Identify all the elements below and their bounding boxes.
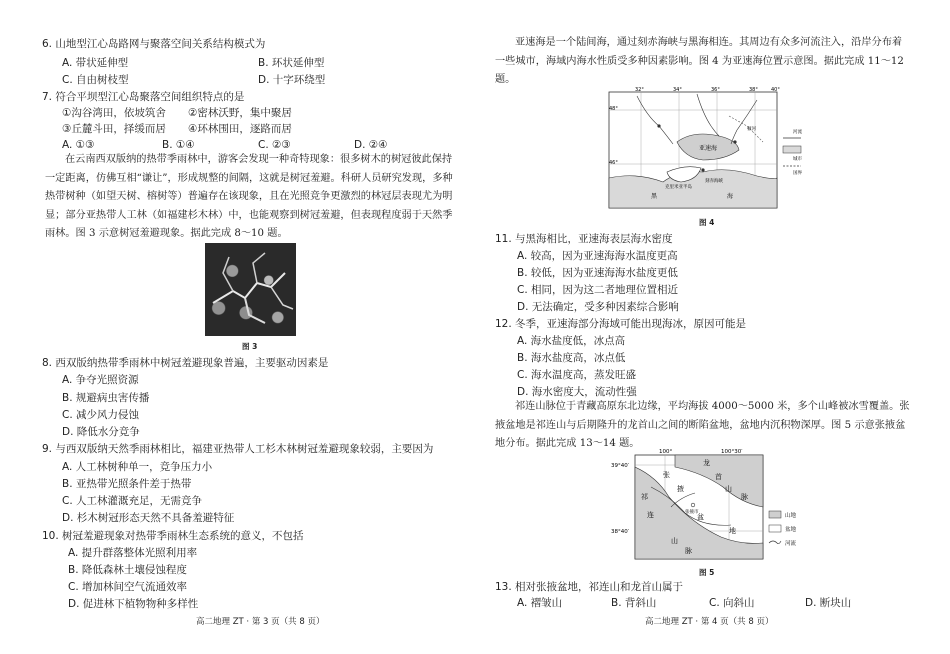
q6-option-c: C. 自由树枝型	[62, 74, 129, 86]
q9-option-b: B. 亚热带光照条件差于热带	[62, 478, 192, 490]
fig5-char-di: 地	[729, 527, 736, 535]
q12-option-d: D. 海水密度大，流动性强	[517, 386, 637, 398]
fig4-legend-river: 河流	[793, 130, 802, 135]
right-footer: 高二地理 ZT · 第 4 页（共 8 页）	[645, 617, 774, 627]
fig5-lon-100-30: 100°30′	[721, 449, 743, 455]
figure-4-caption: 图 4	[699, 218, 715, 227]
q8-stem: 8. 西双版纳热带季雨林中树冠羞避现象普遍，主要驱动因素是	[42, 357, 329, 369]
fig5-lon-100: 100°	[659, 449, 673, 455]
q13-option-b: B. 背斜山	[611, 597, 657, 609]
fig5-char-long: 龙	[703, 459, 710, 467]
q7-statement-3: ③丘麓斗田，择缓而居	[62, 123, 166, 135]
q11-option-c: C. 相同，因为这二者地理位置相近	[517, 284, 679, 296]
q11-stem: 11. 与黑海相比，亚速海表层海水密度	[495, 233, 673, 245]
q12-option-a: A. 海水盐度低，冰点高	[517, 335, 626, 347]
q9-option-d: D. 杉木树冠形态天然不具备羞避特征	[62, 512, 235, 524]
q12-option-b: B. 海水盐度高，冰点低	[517, 352, 626, 364]
q8-option-a: A. 争夺光照资源	[62, 374, 139, 386]
fig5-lat-38-40: 38°40′	[611, 529, 629, 535]
figure-5-caption: 图 5	[699, 568, 715, 577]
q9-option-c: C. 人工林灌溉充足，无需竞争	[62, 495, 203, 507]
fig4-lon-38: 38°	[749, 87, 758, 93]
fig5-char-shan1: 山	[725, 485, 732, 493]
fig5-legend-river: 河流	[785, 541, 797, 547]
figure-5-zhangye-map	[611, 447, 821, 565]
q8-option-d: D. 降低水分竞争	[62, 426, 140, 438]
fig4-lat-46: 46°	[609, 160, 618, 166]
passage-crown-shyness: 在云南西双版纳的热带季雨林中，游客会发现一种奇特现象：很多树木的树冠彼此保持一定距离，仿佛互相“谦让”，形成规整的间隔，这就是树冠羞避。科研人员研究发现，多种热带树种（如望天树、榕树等）普遍存在该现象，且在光照竞争更激烈的林冠层表现尤为明显；部分亚热带人工林（如福建杉木林）中，也能观察到树冠羞避，但表现程度弱于天然季雨林。图 3 示意树冠羞避现象。据此完成 8～10 题。	[45, 154, 453, 239]
q6-stem: 6. 山地型江心岛路网与聚落空间关系结构模式为	[42, 38, 266, 50]
q13-option-c: C. 向斜山	[709, 597, 755, 609]
q6-option-d: D. 十字环绕型	[258, 74, 326, 86]
q11-option-b: B. 较低，因为亚速海海水盐度更低	[517, 267, 678, 279]
fig4-label-sea: 海	[727, 193, 734, 200]
q13-stem: 13. 相对张掖盆地，祁连山和龙首山属于	[495, 581, 684, 593]
fig4-lon-34: 34°	[673, 87, 682, 93]
q8-option-c: C. 减少风力侵蚀	[62, 409, 140, 421]
fig5-lat-39-40: 39°40′	[611, 463, 629, 469]
fig4-lat-48: 48°	[609, 106, 618, 112]
fig5-char-mai1: 脉	[741, 493, 748, 501]
fig5-char-mai2: 脉	[685, 547, 692, 555]
fig5-char-shou: 首	[715, 473, 722, 481]
fig5-char-lian: 连	[647, 511, 654, 519]
fig4-label-don: 顿河	[747, 127, 756, 132]
q12-stem: 12. 冬季，亚速海部分海域可能出现海冰，原因可能是	[495, 318, 747, 330]
left-footer: 高二地理 ZT · 第 3 页（共 8 页）	[196, 617, 325, 627]
q7-stem: 7. 符合平坝型江心岛聚落空间组织特点的是	[42, 91, 245, 103]
fig5-legend-mountain: 山地	[785, 513, 797, 519]
fig4-label-kerch: 刻赤海峡	[705, 179, 723, 184]
q12-option-c: C. 海水温度高，蒸发旺盛	[517, 369, 637, 381]
figure-4-azov-map	[607, 86, 815, 212]
q6-option-b: B. 环状延伸型	[258, 57, 325, 69]
q7-option-d: D. ②④	[354, 139, 388, 151]
q6-option-a: A. 带状延伸型	[62, 57, 129, 69]
q7-statement-2: ②密林沃野，集中聚居	[188, 107, 292, 119]
q10-option-d: D. 促进林下植物物种多样性	[68, 598, 199, 610]
q10-stem: 10. 树冠羞避现象对热带季雨林生态系统的意义，不包括	[42, 530, 304, 542]
q7-option-b: B. ①④	[162, 139, 195, 151]
q7-option-c: C. ②③	[258, 139, 291, 151]
q10-option-c: C. 增加林间空气流通效率	[68, 581, 188, 593]
right-page	[475, 0, 950, 654]
fig4-lon-36: 36°	[711, 87, 720, 93]
q10-option-a: A. 提升群落整体光照利用率	[68, 547, 198, 559]
q9-option-a: A. 人工林树种单一，竞争压力小	[62, 461, 213, 473]
q11-option-d: D. 无法确定，受多种因素综合影响	[517, 301, 679, 313]
fig5-char-pen: 盆	[697, 513, 704, 521]
fig5-legend-basin: 盆地	[785, 527, 797, 533]
fig4-legend-border: 国界	[793, 171, 802, 176]
fig4-lon-32: 32°	[635, 87, 644, 93]
fig4-lon-40: 40°	[771, 87, 780, 93]
fig5-char-qi: 祁	[641, 493, 648, 501]
passage-azov-sea: 亚速海是一个陆间海，通过刻赤海峡与黑海相连。其周边有众多河流注入，沿岸分布着一些城市，海域内海水性质受多种因素影响。图 4 为亚速海位置示意图。据此完成 11～12 题。	[495, 37, 904, 85]
fig4-label-crimea: 克里米亚半岛	[665, 185, 692, 190]
q9-stem: 9. 与西双版纳天然季雨林相比，福建亚热带人工杉木林树冠羞避现象较弱，主要因为	[42, 443, 434, 455]
fig4-legend-city: 城市	[793, 157, 802, 162]
q7-statement-1: ①沟谷湾田，依坡筑舍	[62, 107, 166, 119]
q7-option-a: A. ①③	[62, 139, 95, 151]
q11-option-a: A. 较高，因为亚速海海水温度更高	[517, 250, 678, 262]
passage-zhangye-basin: 祁连山脉位于青藏高原东北边缘，平均海拔 4000～5000 米，多个山峰被冰雪覆盖。张掖盆地是祁连山与后期隆升的龙首山之间的断陷盆地，盆地内沉积物深厚。图 5 示意张掖盆地分布。据此完成 13～14 题。	[495, 401, 910, 449]
fig5-char-shan2: 山	[671, 537, 678, 545]
q13-option-d: D. 断块山	[805, 597, 852, 609]
q8-option-b: B. 规避病虫害传播	[62, 392, 150, 404]
fig4-label-black: 黑	[651, 193, 658, 200]
figure-3-crown-shyness-photo	[205, 243, 296, 336]
q13-option-a: A. 褶皱山	[517, 597, 563, 609]
fig5-char-ye: 掖	[677, 485, 684, 493]
fig4-label-azov-sea: 亚速海	[699, 145, 718, 152]
fig5-city-zhangye: 张掖市	[685, 510, 699, 515]
figure-3-caption: 图 3	[242, 342, 258, 351]
q7-statement-4: ④环林围田，逐路而居	[188, 123, 292, 135]
q10-option-b: B. 降低森林土壤侵蚀程度	[68, 564, 187, 576]
fig5-char-zhang: 张	[663, 471, 670, 479]
